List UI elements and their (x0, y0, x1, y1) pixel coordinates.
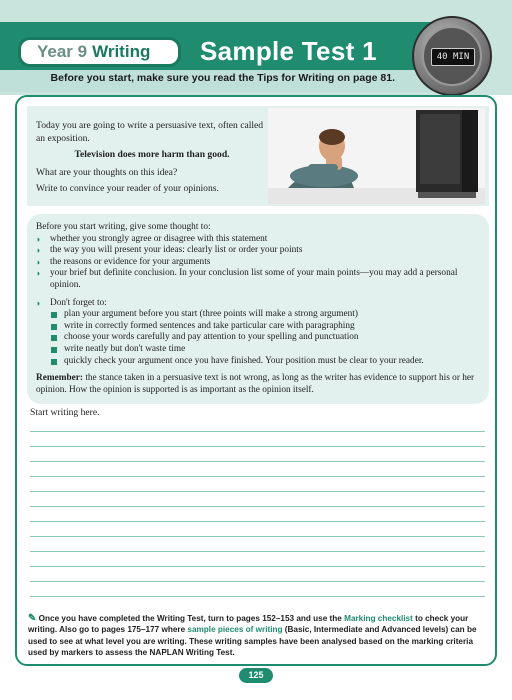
stopwatch-icon (412, 16, 492, 96)
subtitle: Before you start, make sure you read the Tips for Writing on page 81. (50, 72, 395, 84)
boy-watching-tv-photo (268, 108, 485, 204)
instructions-text (36, 222, 484, 396)
writing-line[interactable] (30, 596, 485, 597)
writing-line[interactable] (30, 476, 485, 477)
boy-watching-tv-illustration (268, 108, 485, 204)
consider-point: ◗ the way you will present your ideas: clearly list or order your points (36, 245, 484, 257)
instructions-lead: Before you start writing, give some thought to: (36, 222, 211, 232)
reminder-item: write neatly but don't waste time (36, 344, 484, 356)
page-title: Sample Test 1 (200, 36, 377, 66)
footnote-part-1: Once you have completed the Writing Test, turn to pages 152–153 and use the (38, 614, 345, 623)
timer-display: 40 MIN (431, 48, 475, 66)
remember-label: Remember: (36, 373, 83, 384)
intro-text (36, 120, 268, 200)
writing-line[interactable] (30, 461, 485, 462)
writing-line[interactable] (30, 551, 485, 552)
footnote-part-2: to check your writing. Also go to pages 175–177 where (28, 614, 469, 635)
consider-point: ◗ whether you strongly agree or disagree with this statement (36, 234, 484, 246)
year-label: Year 9 (37, 42, 88, 61)
stopwatch-face (422, 26, 482, 86)
footnote (28, 613, 488, 659)
subject-label: Writing (92, 42, 151, 61)
reminder-item: plan your argument before you start (three points will make a strong argument) (36, 309, 484, 321)
writing-line[interactable] (30, 536, 485, 537)
intro-line-4: Write to convince your reader of your opinions. (36, 183, 219, 194)
sample-writing-link[interactable]: sample pieces of writing (187, 625, 283, 635)
intro-line-1: Today you are going to write a persuasive text, often called an exposition. (36, 120, 264, 144)
intro-line-3: What are your thoughts on this idea? (36, 166, 178, 178)
writing-line[interactable] (30, 581, 485, 582)
reminder-item: write in correctly formed sentences and take particular care with paragraphing (36, 321, 484, 333)
writing-line[interactable] (30, 566, 485, 567)
writing-prompt: Start writing here. (30, 407, 100, 418)
consider-point: ◗ your brief but definite conclusion. In your conclusion list some of your main points—you may add a personal opinion. (36, 268, 484, 291)
writing-line[interactable] (30, 521, 485, 522)
writing-line[interactable] (30, 446, 485, 447)
footnote-part-3: (Basic, Intermediate and Advanced levels) can be used to see at what level you are writing. These writing samples have been analysed based on the marking criteria used by markers to assess the NAPLAN Writing Test. (28, 625, 477, 658)
year-subject-badge (18, 37, 181, 67)
marking-checklist-link[interactable]: Marking checklist (344, 614, 413, 623)
reminder-item: choose your words carefully and pay attention to your spelling and punctuation (36, 332, 484, 344)
remember-text: the stance taken in a persuasive text is not wrong, as long as the writer has evidence to support his or her opinion. How the opinion is supported is as important as the opinion itself. (36, 373, 475, 395)
remember-note (36, 373, 484, 396)
page-number: 125 (239, 668, 273, 683)
reminder-item: quickly check your argument once you have finished. Your position must be clear to your reader. (36, 356, 484, 368)
writing-line[interactable] (30, 431, 485, 432)
pencil-icon: ✎ (28, 613, 37, 624)
writing-line[interactable] (30, 491, 485, 492)
writing-line[interactable] (30, 506, 485, 507)
dont-forget-heading: ◗ Don't forget to: (36, 298, 484, 310)
essay-topic: Television does more harm than good. (74, 149, 230, 160)
consider-point: ◗ the reasons or evidence for your arguments (36, 257, 484, 269)
